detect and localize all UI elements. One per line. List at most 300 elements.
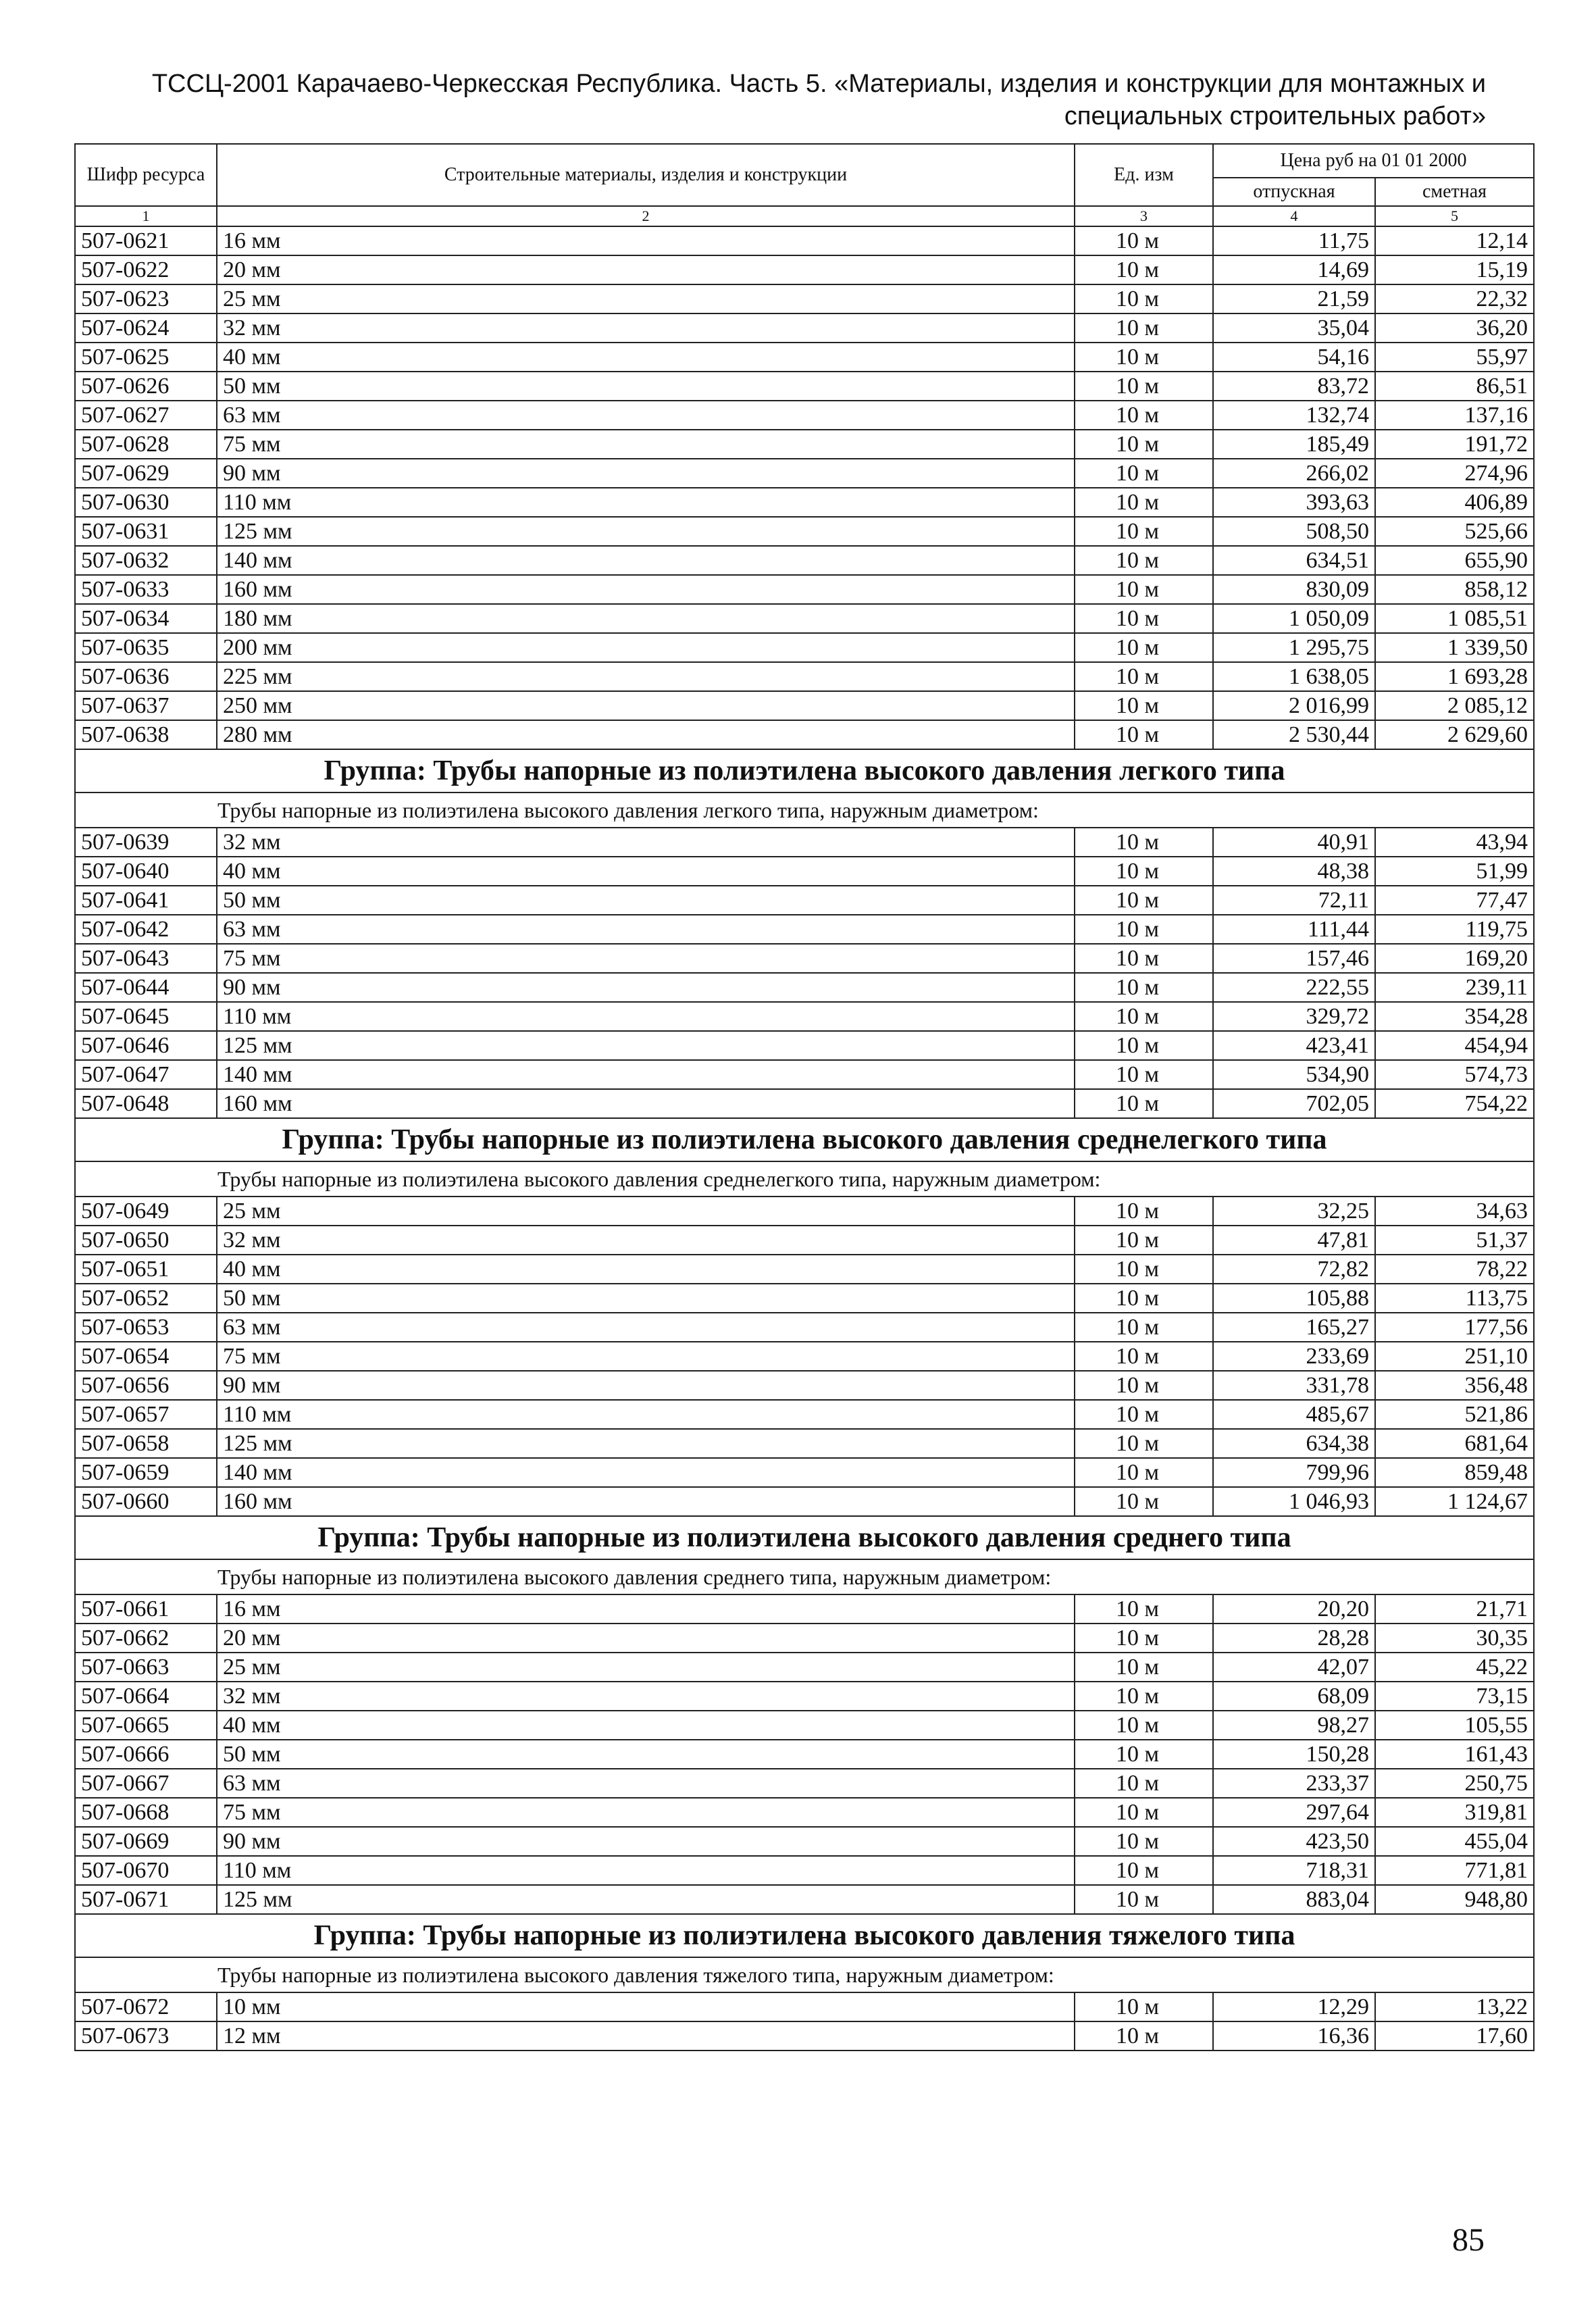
- estimate-price: 858,12: [1375, 575, 1534, 604]
- material-name: 63 мм: [217, 401, 1075, 430]
- release-price: 331,78: [1213, 1371, 1375, 1400]
- column-header-unit: Ед. изм: [1075, 144, 1213, 206]
- estimate-price: 525,66: [1375, 517, 1534, 546]
- release-price: 534,90: [1213, 1060, 1375, 1089]
- estimate-price: 51,99: [1375, 857, 1534, 886]
- release-price: 233,69: [1213, 1342, 1375, 1371]
- table-row: [75, 488, 1534, 517]
- estimate-price: 30,35: [1375, 1624, 1534, 1653]
- estimate-price: 655,90: [1375, 546, 1534, 575]
- table-row: [75, 372, 1534, 401]
- table-row: [75, 1458, 1534, 1487]
- material-name: 160 мм: [217, 1089, 1075, 1118]
- material-name: 40 мм: [217, 1255, 1075, 1284]
- estimate-price: 574,73: [1375, 1060, 1534, 1089]
- group-description: Трубы напорные из полиэтилена высокого давления среднего типа, наружным диаметром:: [75, 1559, 1534, 1594]
- estimate-price: 161,43: [1375, 1740, 1534, 1769]
- material-name: 90 мм: [217, 1371, 1075, 1400]
- group-description-row: [75, 1559, 1534, 1594]
- unit-of-measure: 10 м: [1075, 459, 1213, 488]
- material-name: 225 мм: [217, 662, 1075, 691]
- release-price: 297,64: [1213, 1798, 1375, 1827]
- estimate-price: 43,94: [1375, 828, 1534, 857]
- resource-code: 507-0653: [75, 1313, 217, 1342]
- release-price: 222,55: [1213, 973, 1375, 1002]
- page-number: 85: [1452, 2222, 1485, 2258]
- unit-of-measure: 10 м: [1075, 284, 1213, 313]
- resource-code: 507-0622: [75, 255, 217, 284]
- release-price: 35,04: [1213, 313, 1375, 343]
- release-price: 185,49: [1213, 430, 1375, 459]
- material-name: 32 мм: [217, 313, 1075, 343]
- column-header-code: Шифр ресурса: [75, 144, 217, 206]
- unit-of-measure: 10 м: [1075, 1197, 1213, 1226]
- release-price: 98,27: [1213, 1711, 1375, 1740]
- table-row: [75, 944, 1534, 973]
- unit-of-measure: 10 м: [1075, 1740, 1213, 1769]
- table-row: [75, 828, 1534, 857]
- unit-of-measure: 10 м: [1075, 662, 1213, 691]
- header-line-1: ТССЦ-2001 Карачаево-Черкесская Республика. Часть 5. «Материалы, изделия и конструкции для монтажных и: [151, 70, 1486, 98]
- resource-code: 507-0631: [75, 517, 217, 546]
- material-name: 110 мм: [217, 488, 1075, 517]
- estimate-price: 454,94: [1375, 1031, 1534, 1060]
- column-header-name: Строительные материалы, изделия и конструкции: [217, 144, 1075, 206]
- unit-of-measure: 10 м: [1075, 1284, 1213, 1313]
- material-name: 160 мм: [217, 1487, 1075, 1516]
- release-price: 702,05: [1213, 1089, 1375, 1118]
- group-description: Трубы напорные из полиэтилена высокого давления среднелегкого типа, наружным диаметром:: [75, 1161, 1534, 1197]
- unit-of-measure: 10 м: [1075, 915, 1213, 944]
- material-name: 20 мм: [217, 255, 1075, 284]
- estimate-price: 73,15: [1375, 1682, 1534, 1711]
- material-name: 140 мм: [217, 1060, 1075, 1089]
- estimate-price: 1 124,67: [1375, 1487, 1534, 1516]
- release-price: 20,20: [1213, 1594, 1375, 1624]
- resource-code: 507-0623: [75, 284, 217, 313]
- unit-of-measure: 10 м: [1075, 1798, 1213, 1827]
- table-row: [75, 1002, 1534, 1031]
- resource-code: 507-0662: [75, 1624, 217, 1653]
- unit-of-measure: 10 м: [1075, 1089, 1213, 1118]
- table-row: [75, 1827, 1534, 1856]
- material-name: 125 мм: [217, 1885, 1075, 1914]
- material-name: 110 мм: [217, 1400, 1075, 1429]
- material-name: 90 мм: [217, 459, 1075, 488]
- table-row: [75, 691, 1534, 720]
- unit-of-measure: 10 м: [1075, 1653, 1213, 1682]
- table-row: [75, 1284, 1534, 1313]
- resource-code: 507-0657: [75, 1400, 217, 1429]
- group-heading-row: [75, 749, 1534, 793]
- unit-of-measure: 10 м: [1075, 401, 1213, 430]
- material-name: 90 мм: [217, 973, 1075, 1002]
- material-name: 63 мм: [217, 915, 1075, 944]
- column-number: 2: [217, 206, 1075, 226]
- release-price: 48,38: [1213, 857, 1375, 886]
- resource-code: 507-0627: [75, 401, 217, 430]
- resource-code: 507-0633: [75, 575, 217, 604]
- group-description: Трубы напорные из полиэтилена высокого давления тяжелого типа, наружным диаметром:: [75, 1957, 1534, 1992]
- estimate-price: 250,75: [1375, 1769, 1534, 1798]
- unit-of-measure: 10 м: [1075, 1458, 1213, 1487]
- resource-code: 507-0625: [75, 343, 217, 372]
- table-row: [75, 401, 1534, 430]
- unit-of-measure: 10 м: [1075, 1002, 1213, 1031]
- unit-of-measure: 10 м: [1075, 1682, 1213, 1711]
- group-heading-row: [75, 1516, 1534, 1559]
- resource-code: 507-0672: [75, 1992, 217, 2021]
- table-row: [75, 1255, 1534, 1284]
- estimate-price: 754,22: [1375, 1089, 1534, 1118]
- table-row: [75, 1031, 1534, 1060]
- table-row: [75, 517, 1534, 546]
- material-name: 50 мм: [217, 1284, 1075, 1313]
- resource-code: 507-0634: [75, 604, 217, 633]
- estimate-price: 13,22: [1375, 1992, 1534, 2021]
- unit-of-measure: 10 м: [1075, 1226, 1213, 1255]
- material-name: 12 мм: [217, 2021, 1075, 2051]
- material-name: 200 мм: [217, 633, 1075, 662]
- estimate-price: 455,04: [1375, 1827, 1534, 1856]
- release-price: 68,09: [1213, 1682, 1375, 1711]
- table-row: [75, 1197, 1534, 1226]
- group-description: Трубы напорные из полиэтилена высокого давления легкого типа, наружным диаметром:: [75, 793, 1534, 828]
- resource-code: 507-0626: [75, 372, 217, 401]
- table-row: [75, 343, 1534, 372]
- unit-of-measure: 10 м: [1075, 226, 1213, 255]
- table-row: [75, 1992, 1534, 2021]
- estimate-price: 356,48: [1375, 1371, 1534, 1400]
- estimate-price: 119,75: [1375, 915, 1534, 944]
- table-row: [75, 1487, 1534, 1516]
- estimate-price: 78,22: [1375, 1255, 1534, 1284]
- release-price: 485,67: [1213, 1400, 1375, 1429]
- unit-of-measure: 10 м: [1075, 1313, 1213, 1342]
- release-price: 12,29: [1213, 1992, 1375, 2021]
- unit-of-measure: 10 м: [1075, 575, 1213, 604]
- column-header-estimate-price: сметная: [1375, 178, 1534, 206]
- price-table: [74, 143, 1535, 2051]
- material-name: 10 мм: [217, 1992, 1075, 2021]
- resource-code: 507-0654: [75, 1342, 217, 1371]
- estimate-price: 2 085,12: [1375, 691, 1534, 720]
- table-row: [75, 2021, 1534, 2051]
- table-row: [75, 720, 1534, 749]
- unit-of-measure: 10 м: [1075, 691, 1213, 720]
- material-name: 90 мм: [217, 1827, 1075, 1856]
- header-line-2: специальных строительных работ»: [1064, 102, 1486, 130]
- table-row: [75, 1429, 1534, 1458]
- material-name: 180 мм: [217, 604, 1075, 633]
- table-row: [75, 915, 1534, 944]
- estimate-price: 22,32: [1375, 284, 1534, 313]
- resource-code: 507-0637: [75, 691, 217, 720]
- resource-code: 507-0628: [75, 430, 217, 459]
- material-name: 50 мм: [217, 1740, 1075, 1769]
- release-price: 111,44: [1213, 915, 1375, 944]
- release-price: 1 050,09: [1213, 604, 1375, 633]
- material-name: 125 мм: [217, 1031, 1075, 1060]
- table-row: [75, 1856, 1534, 1885]
- resource-code: 507-0638: [75, 720, 217, 749]
- resource-code: 507-0647: [75, 1060, 217, 1089]
- estimate-price: 1 693,28: [1375, 662, 1534, 691]
- estimate-price: 319,81: [1375, 1798, 1534, 1827]
- unit-of-measure: 10 м: [1075, 372, 1213, 401]
- estimate-price: 77,47: [1375, 886, 1534, 915]
- unit-of-measure: 10 м: [1075, 720, 1213, 749]
- table-row: [75, 1089, 1534, 1118]
- material-name: 75 мм: [217, 944, 1075, 973]
- estimate-price: 36,20: [1375, 313, 1534, 343]
- resource-code: 507-0639: [75, 828, 217, 857]
- release-price: 508,50: [1213, 517, 1375, 546]
- unit-of-measure: 10 м: [1075, 1487, 1213, 1516]
- resource-code: 507-0658: [75, 1429, 217, 1458]
- release-price: 799,96: [1213, 1458, 1375, 1487]
- unit-of-measure: 10 м: [1075, 857, 1213, 886]
- release-price: 83,72: [1213, 372, 1375, 401]
- table-row: [75, 1594, 1534, 1624]
- release-price: 393,63: [1213, 488, 1375, 517]
- resource-code: 507-0624: [75, 313, 217, 343]
- estimate-price: 1 339,50: [1375, 633, 1534, 662]
- resource-code: 507-0636: [75, 662, 217, 691]
- estimate-price: 948,80: [1375, 1885, 1534, 1914]
- group-heading: Группа: Трубы напорные из полиэтилена высокого давления тяжелого типа: [75, 1914, 1534, 1957]
- resource-code: 507-0632: [75, 546, 217, 575]
- unit-of-measure: 10 м: [1075, 2021, 1213, 2051]
- resource-code: 507-0673: [75, 2021, 217, 2051]
- material-name: 250 мм: [217, 691, 1075, 720]
- estimate-price: 21,71: [1375, 1594, 1534, 1624]
- table-row: [75, 1371, 1534, 1400]
- release-price: 47,81: [1213, 1226, 1375, 1255]
- release-price: 423,50: [1213, 1827, 1375, 1856]
- resource-code: 507-0652: [75, 1284, 217, 1313]
- table-row: [75, 459, 1534, 488]
- resource-code: 507-0646: [75, 1031, 217, 1060]
- resource-code: 507-0644: [75, 973, 217, 1002]
- column-number: 3: [1075, 206, 1213, 226]
- resource-code: 507-0629: [75, 459, 217, 488]
- material-name: 110 мм: [217, 1856, 1075, 1885]
- group-heading-row: [75, 1914, 1534, 1957]
- material-name: 75 мм: [217, 1342, 1075, 1371]
- resource-code: 507-0659: [75, 1458, 217, 1487]
- release-price: 132,74: [1213, 401, 1375, 430]
- estimate-price: 191,72: [1375, 430, 1534, 459]
- table-row: [75, 1060, 1534, 1089]
- release-price: 1 638,05: [1213, 662, 1375, 691]
- material-name: 280 мм: [217, 720, 1075, 749]
- resource-code: 507-0650: [75, 1226, 217, 1255]
- unit-of-measure: 10 м: [1075, 1711, 1213, 1740]
- unit-of-measure: 10 м: [1075, 488, 1213, 517]
- estimate-price: 45,22: [1375, 1653, 1534, 1682]
- table-row: [75, 1798, 1534, 1827]
- release-price: 1 046,93: [1213, 1487, 1375, 1516]
- resource-code: 507-0670: [75, 1856, 217, 1885]
- unit-of-measure: 10 м: [1075, 973, 1213, 1002]
- unit-of-measure: 10 м: [1075, 1031, 1213, 1060]
- release-price: 2 530,44: [1213, 720, 1375, 749]
- resource-code: 507-0641: [75, 886, 217, 915]
- unit-of-measure: 10 м: [1075, 1624, 1213, 1653]
- column-number: 4: [1213, 206, 1375, 226]
- table-row: [75, 1885, 1534, 1914]
- estimate-price: 251,10: [1375, 1342, 1534, 1371]
- release-price: 423,41: [1213, 1031, 1375, 1060]
- estimate-price: 239,11: [1375, 973, 1534, 1002]
- material-name: 32 мм: [217, 1226, 1075, 1255]
- unit-of-measure: 10 м: [1075, 1856, 1213, 1885]
- table-row: [75, 886, 1534, 915]
- release-price: 28,28: [1213, 1624, 1375, 1653]
- resource-code: 507-0666: [75, 1740, 217, 1769]
- release-price: 830,09: [1213, 575, 1375, 604]
- estimate-price: 771,81: [1375, 1856, 1534, 1885]
- release-price: 21,59: [1213, 284, 1375, 313]
- document-header: [108, 68, 1486, 132]
- estimate-price: 137,16: [1375, 401, 1534, 430]
- estimate-price: 113,75: [1375, 1284, 1534, 1313]
- column-header-price: Цена руб на 01 01 2000: [1213, 144, 1534, 178]
- release-price: 54,16: [1213, 343, 1375, 372]
- unit-of-measure: 10 м: [1075, 1885, 1213, 1914]
- table-row: [75, 1313, 1534, 1342]
- material-name: 32 мм: [217, 1682, 1075, 1711]
- group-description-row: [75, 1161, 1534, 1197]
- resource-code: 507-0667: [75, 1769, 217, 1798]
- unit-of-measure: 10 м: [1075, 1992, 1213, 2021]
- estimate-price: 274,96: [1375, 459, 1534, 488]
- resource-code: 507-0630: [75, 488, 217, 517]
- unit-of-measure: 10 м: [1075, 1827, 1213, 1856]
- material-name: 75 мм: [217, 1798, 1075, 1827]
- release-price: 329,72: [1213, 1002, 1375, 1031]
- resource-code: 507-0635: [75, 633, 217, 662]
- release-price: 266,02: [1213, 459, 1375, 488]
- resource-code: 507-0669: [75, 1827, 217, 1856]
- table-row: [75, 1624, 1534, 1653]
- estimate-price: 2 629,60: [1375, 720, 1534, 749]
- release-price: 11,75: [1213, 226, 1375, 255]
- estimate-price: 86,51: [1375, 372, 1534, 401]
- estimate-price: 55,97: [1375, 343, 1534, 372]
- unit-of-measure: 10 м: [1075, 633, 1213, 662]
- release-price: 105,88: [1213, 1284, 1375, 1313]
- release-price: 72,82: [1213, 1255, 1375, 1284]
- release-price: 40,91: [1213, 828, 1375, 857]
- unit-of-measure: 10 м: [1075, 430, 1213, 459]
- unit-of-measure: 10 м: [1075, 1769, 1213, 1798]
- table-row: [75, 575, 1534, 604]
- material-name: 25 мм: [217, 1197, 1075, 1226]
- unit-of-measure: 10 м: [1075, 1371, 1213, 1400]
- unit-of-measure: 10 м: [1075, 313, 1213, 343]
- column-header-release-price: отпускная: [1213, 178, 1375, 206]
- table-row: [75, 430, 1534, 459]
- estimate-price: 406,89: [1375, 488, 1534, 517]
- table-row: [75, 633, 1534, 662]
- table-row: [75, 662, 1534, 691]
- column-numbers-row: [75, 206, 1534, 226]
- material-name: 125 мм: [217, 517, 1075, 546]
- resource-code: 507-0645: [75, 1002, 217, 1031]
- table-row: [75, 857, 1534, 886]
- release-price: 32,25: [1213, 1197, 1375, 1226]
- material-name: 75 мм: [217, 430, 1075, 459]
- resource-code: 507-0621: [75, 226, 217, 255]
- resource-code: 507-0668: [75, 1798, 217, 1827]
- estimate-price: 15,19: [1375, 255, 1534, 284]
- group-description-row: [75, 793, 1534, 828]
- release-price: 150,28: [1213, 1740, 1375, 1769]
- table-row: [75, 255, 1534, 284]
- table-row: [75, 1711, 1534, 1740]
- group-heading: Группа: Трубы напорные из полиэтилена высокого давления легкого типа: [75, 749, 1534, 793]
- unit-of-measure: 10 м: [1075, 517, 1213, 546]
- estimate-price: 12,14: [1375, 226, 1534, 255]
- table-row: [75, 1769, 1534, 1798]
- estimate-price: 51,37: [1375, 1226, 1534, 1255]
- material-name: 16 мм: [217, 1594, 1075, 1624]
- resource-code: 507-0656: [75, 1371, 217, 1400]
- table-row: [75, 1226, 1534, 1255]
- resource-code: 507-0643: [75, 944, 217, 973]
- table-row: [75, 604, 1534, 633]
- table-row: [75, 973, 1534, 1002]
- release-price: 883,04: [1213, 1885, 1375, 1914]
- release-price: 718,31: [1213, 1856, 1375, 1885]
- release-price: 42,07: [1213, 1653, 1375, 1682]
- resource-code: 507-0664: [75, 1682, 217, 1711]
- table-header-row: [75, 144, 1534, 178]
- release-price: 1 295,75: [1213, 633, 1375, 662]
- material-name: 110 мм: [217, 1002, 1075, 1031]
- estimate-price: 17,60: [1375, 2021, 1534, 2051]
- unit-of-measure: 10 м: [1075, 828, 1213, 857]
- resource-code: 507-0671: [75, 1885, 217, 1914]
- table-row: [75, 1342, 1534, 1371]
- unit-of-measure: 10 м: [1075, 1255, 1213, 1284]
- material-name: 25 мм: [217, 284, 1075, 313]
- material-name: 25 мм: [217, 1653, 1075, 1682]
- material-name: 20 мм: [217, 1624, 1075, 1653]
- resource-code: 507-0651: [75, 1255, 217, 1284]
- material-name: 140 мм: [217, 546, 1075, 575]
- estimate-price: 521,86: [1375, 1400, 1534, 1429]
- estimate-price: 34,63: [1375, 1197, 1534, 1226]
- release-price: 2 016,99: [1213, 691, 1375, 720]
- release-price: 233,37: [1213, 1769, 1375, 1798]
- estimate-price: 105,55: [1375, 1711, 1534, 1740]
- material-name: 40 мм: [217, 1711, 1075, 1740]
- material-name: 40 мм: [217, 343, 1075, 372]
- material-name: 40 мм: [217, 857, 1075, 886]
- table-row: [75, 1653, 1534, 1682]
- resource-code: 507-0640: [75, 857, 217, 886]
- unit-of-measure: 10 м: [1075, 1429, 1213, 1458]
- estimate-price: 354,28: [1375, 1002, 1534, 1031]
- table-row: [75, 1400, 1534, 1429]
- unit-of-measure: 10 м: [1075, 343, 1213, 372]
- resource-code: 507-0648: [75, 1089, 217, 1118]
- resource-code: 507-0661: [75, 1594, 217, 1624]
- material-name: 50 мм: [217, 372, 1075, 401]
